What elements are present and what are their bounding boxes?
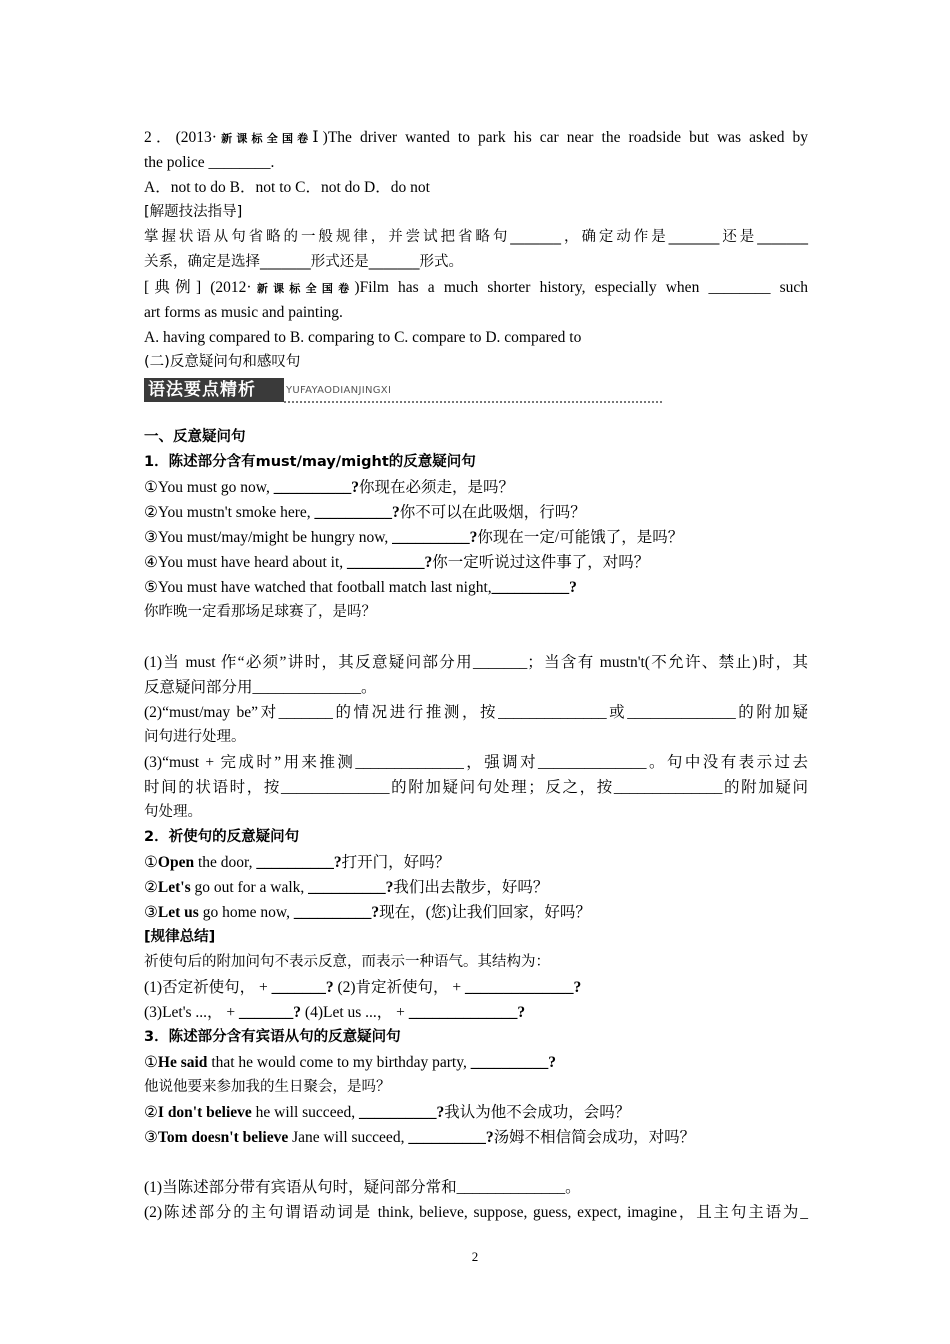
text-line: ②Let's go out for a walk, __________?我们出去散步，好吗？ [144,879,549,896]
text-line: (1)当 must 作“必须”讲时，其反意疑问部分用_______；当含有 mustn't(不允许、禁止)时，其 [144,654,808,671]
text-line: [规律总结] [144,929,216,945]
text-line: [解题技法指导] [144,204,243,220]
text-line: ①You must go now, __________?你现在必须走，是吗？ [144,479,515,496]
text-line: (1)当陈述部分带有宾语从句时，疑问部分常和______________。 [144,1179,581,1196]
text-line: ③You must/may/might be hungry now, __________?你现在一定/可能饿了，是吗？ [144,529,684,546]
text-line: the police ________. [144,154,275,171]
text-line: 你昨晚一定看那场足球赛了，是吗？ [144,604,376,620]
text-line: (1)否定祈使句， + _______? (2)肯定祈使句， + ______________? [144,979,582,996]
text-line: ①He said that he would come to my birthday party, __________? [144,1054,556,1071]
section-banner-divider [284,401,662,403]
text-line: A. having compared to B. comparing to C. compare to D. compared to [144,329,582,346]
text-line: (二)反意疑问句和感叹句 [144,354,301,370]
text-line: (2)“must/may be”对_______的情况进行推测，按______________或______________的附加疑 [144,704,808,721]
text-line: 一、反意疑问句 [144,429,246,445]
text-line: 关系，确定是选择_______形式还是_______形式。 [144,254,463,270]
text-line: ①Open the door, __________?打开门，好吗？ [144,854,451,871]
text-line: (3)Let's ...， + _______? (4)Let us ...， + ______________? [144,1004,526,1021]
text-line: art forms as music and painting. [144,304,343,321]
text-line: 时间的状语时，按______________的附加疑问句处理；反之，按______________的附加疑问 [144,779,808,796]
text-line: 3．陈述部分含有宾语从句的反意疑问句 [144,1029,401,1045]
text-line: 2．祈使句的反意疑问句 [144,829,300,845]
text-line: 反意疑问部分用______________。 [144,679,377,696]
page-number: 2 [471,1249,479,1264]
text-line: 2．(2013·新课标全国卷Ⅰ)The driver wanted to park his car near the roadside but was asked by [144,129,809,146]
text-line: ③Tom doesn't believe Jane will succeed, __________?汤姆不相信简会成功，对吗？ [144,1129,696,1146]
text-line: 问句进行处理。 [144,729,246,745]
text-line: 句处理。 [144,804,202,820]
text-line: A．not to do B．not to C．not do D．do not [144,179,430,196]
text-line: (3)“must + 完成时”用来推测______________，强调对______________。句中没有表示过去 [144,754,808,771]
text-line: ②You mustn't smoke here, __________?你不可以在此吸烟，行吗？ [144,504,586,521]
text-line: ②I don't believe he will succeed, __________?我认为他不会成功，会吗？ [144,1104,631,1121]
text-line: ④You must have heard about it, __________?你一定听说过这件事了，对吗？ [144,554,650,571]
text-line: 他说他要来参加我的生日聚会，是吗？ [144,1079,391,1095]
text-line: ⑤You must have watched that football match last night,__________? [144,579,577,596]
text-line: 掌握状语从句省略的一般规律，并尝试把省略句_______，确定动作是_______还是_______ [144,229,808,245]
text-line: 1．陈述部分含有must/may/might的反意疑问句 [144,454,476,470]
text-line: [典例] (2012·新课标全国卷)Film has a much shorter history, especially when ________ such [144,279,809,296]
text-line: 祈使句后的附加问句不表示反意，而表示一种语气。其结构为： [144,954,550,970]
section-banner-pinyin: YUFAYAODIANJINGXI [286,385,392,396]
section-banner-title: 语法要点精析 [144,378,284,402]
text-line: (2)陈述部分的主句谓语动词是 think, believe, suppose, guess, expect, imagine，且主句主语为_ [144,1204,808,1221]
text-line: ③Let us go home now, __________?现在，(您)让我们回家，好吗？ [144,904,591,921]
